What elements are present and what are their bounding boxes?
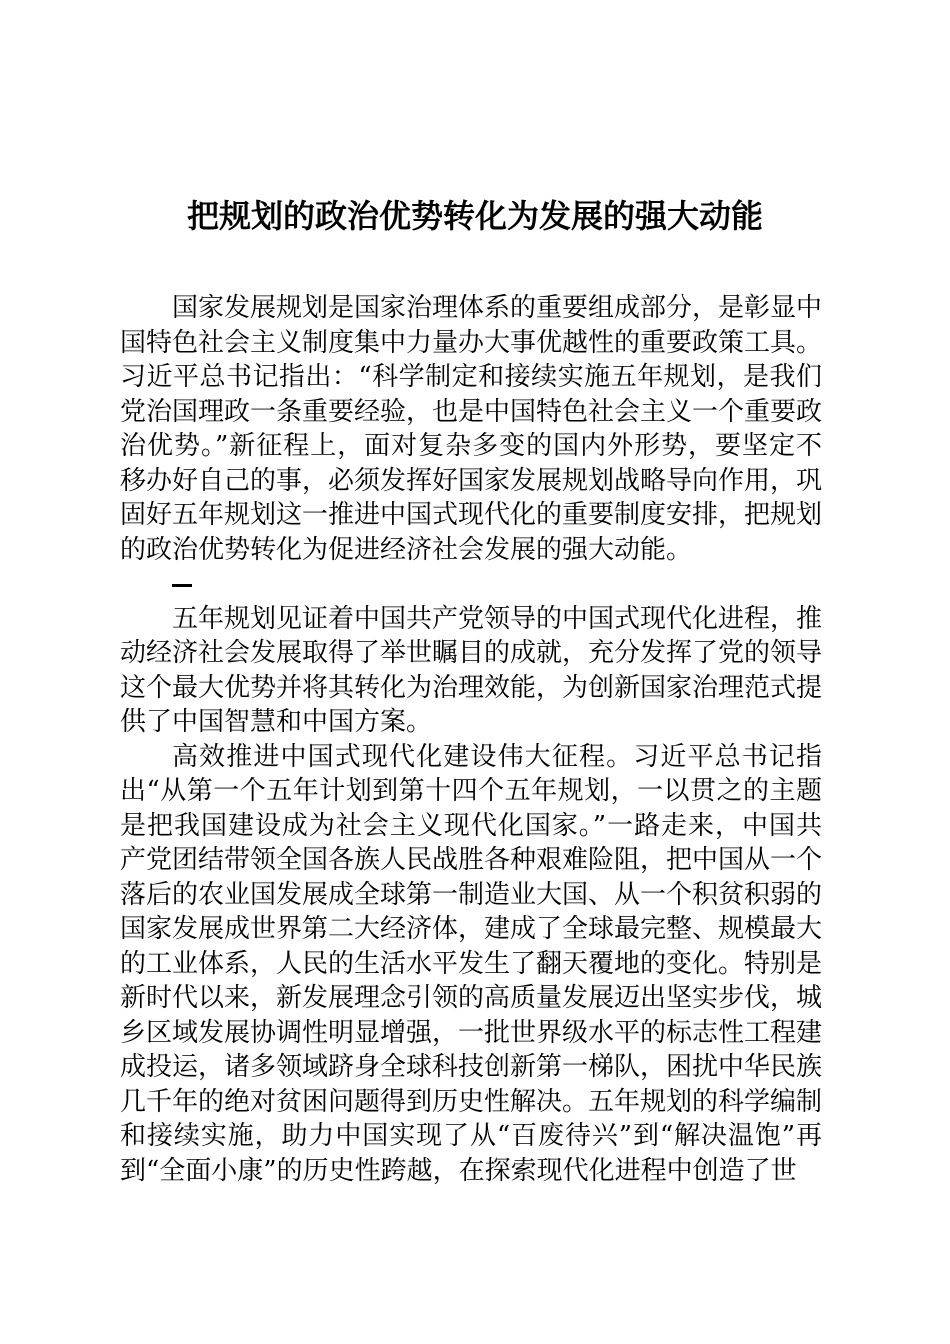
body-paragraph: 高效推进中国式现代化建设伟大征程。习近平总书记指出“从第一个五年计划到第十四个五年规划，一以贯之的主题是把我国建设成为社会主义现代化国家。”一路走来，中国共产党团结带领全国各族人民战胜各种艰难险阻，把中国从一个落后的农业国发展成全球第一制造业大国、从一个积贫积弱的国家发展成世界第二大经济体，建成了全球最完整、规模最大的工业体系，人民的生活水平发生了翻天覆地的变化。特别是新时代以来，新发展理念引领的高质量发展迈出坚实步伐，城乡区域发展协调性明显增强，一批世界级水平的标志性工程建成投运，诸多领域跻身全球科技创新第一梯队，困扰中华民族几千年的绝对贫困问题得到历史性解决。五年规划的科学编制和接续实施，助力中国实现了从“百废待兴”到“解决温饱”再到“全面小康”的历史性跨越，在探索现代化进程中创造了世 — [120, 741, 823, 1186]
section-heading — [120, 567, 822, 602]
document-body — [120, 291, 822, 1188]
body-paragraph: 五年规划见证着中国共产党领导的中国式现代化进程，推动经济社会发展取得了举世瞩目的成就，充分发挥了党的领导这个最大优势并将其转化为治理效能，为创新国家治理范式提供了中国智慧和中国方案。 — [120, 603, 823, 737]
document-title: 把规划的政治优势转化为发展的强大动能 — [186, 197, 763, 235]
intro-paragraph: 国家发展规划是国家治理体系的重要组成部分，是彰显中国特色社会主义制度集中力量办大事优越性的重要政策工具。习近平总书记指出：“科学制定和接续实施五年规划，是我们党治国理政一条重要经验，也是中国特色社会主义一个重要政治优势。”新征程上，面对复杂多变的国内外形势，要坚定不移办好自己的事，必须发挥好国家发展规划战略导向作用，巩固好五年规划这一推进中国式现代化的重要制度安排，把规划的政治优势转化为促进经济社会发展的强大动能。 — [120, 293, 823, 565]
section-number — [172, 584, 192, 587]
